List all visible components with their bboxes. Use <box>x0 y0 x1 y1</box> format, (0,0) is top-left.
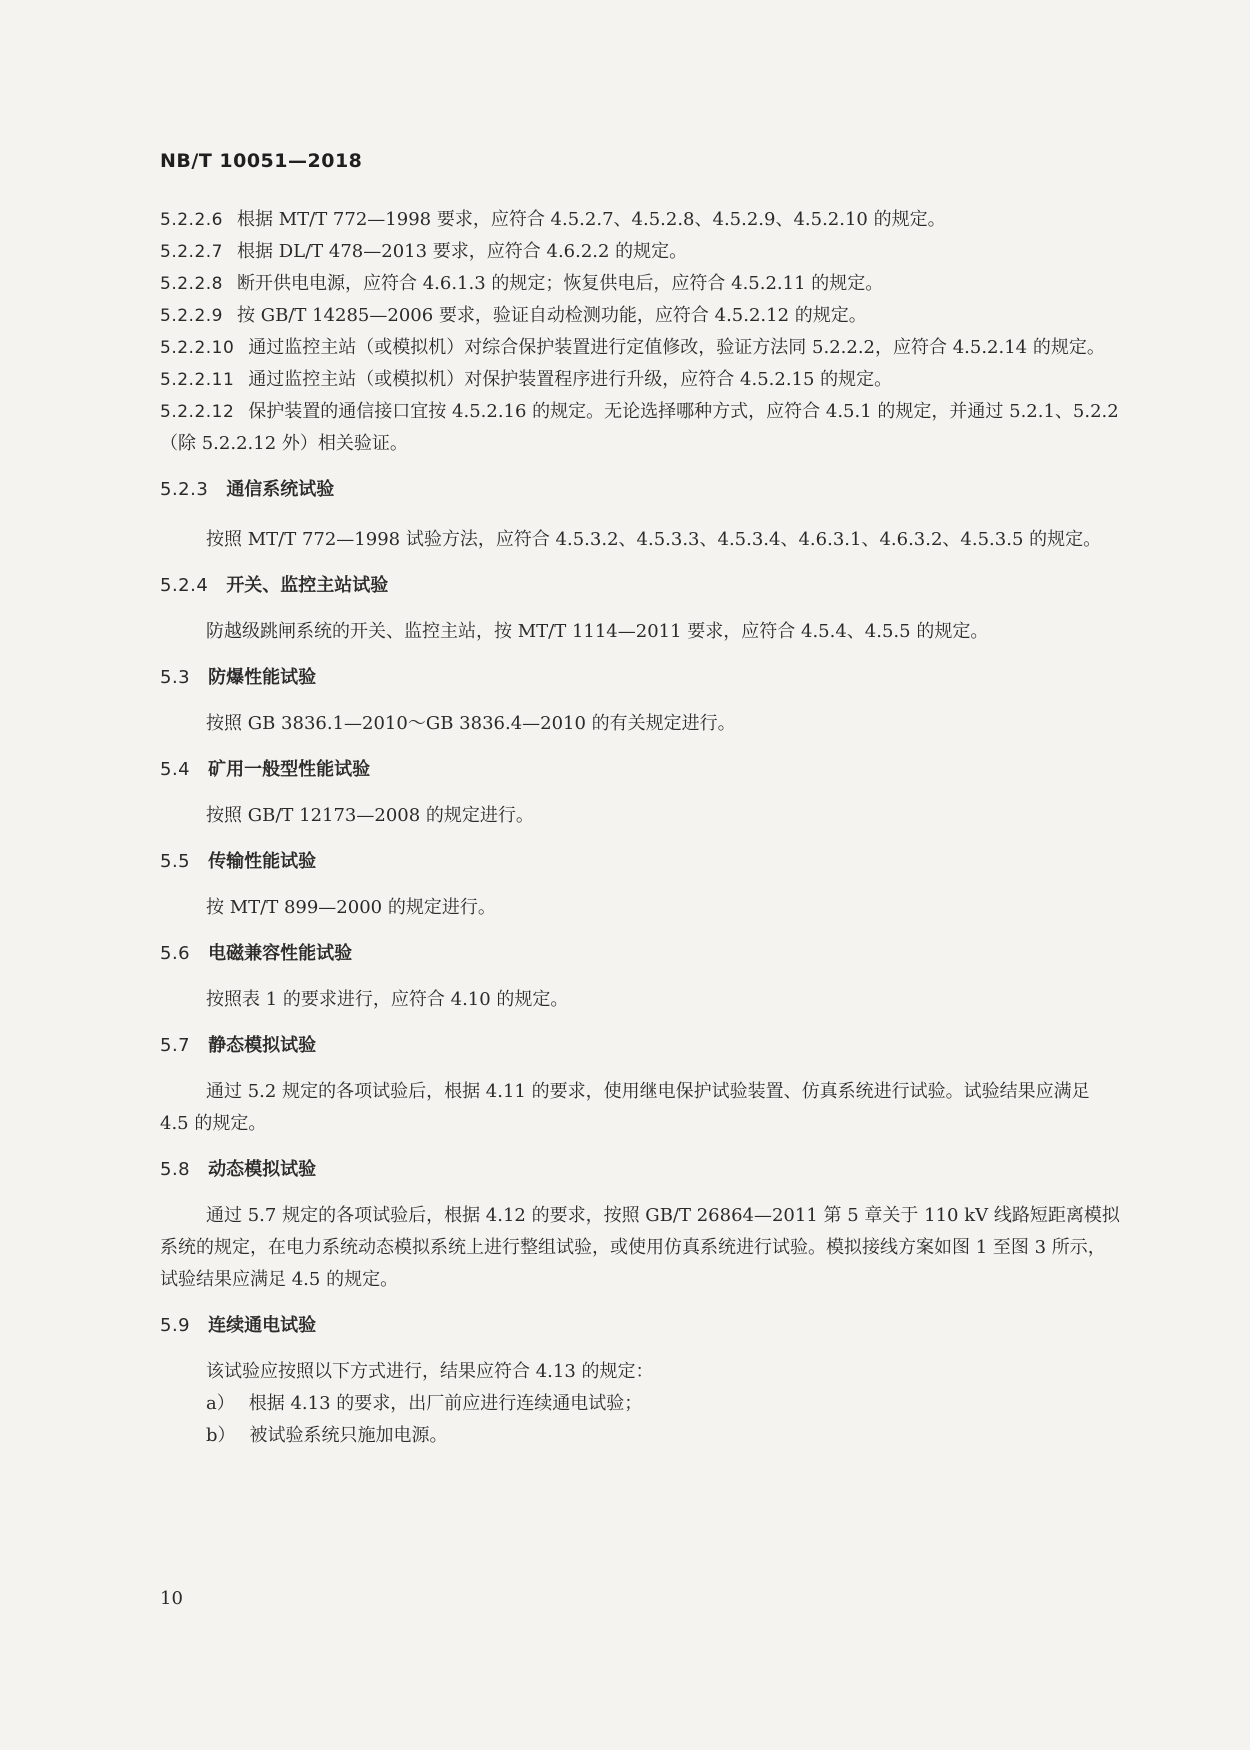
clause-number: 5.2.2.6 <box>160 210 223 230</box>
section-title: 动态模拟试验 <box>208 1159 317 1180</box>
section-title: 防爆性能试验 <box>208 667 317 688</box>
section-number: 5.3 <box>160 667 191 688</box>
clause-number: 5.2.2.10 <box>160 338 235 358</box>
section-heading-5-6 <box>160 938 1120 970</box>
section-number: 5.2.4 <box>160 575 209 596</box>
section-paragraph: 按照 GB/T 12173—2008 的规定进行。 <box>206 805 534 826</box>
clause-number: 5.2.2.11 <box>160 370 235 390</box>
section-heading-5-2-4 <box>160 570 1120 602</box>
section-title: 通信系统试验 <box>226 479 335 500</box>
test-method-list <box>160 1388 1120 1452</box>
section-title: 开关、监控主站试验 <box>226 575 389 596</box>
clause-5-2-2-9 <box>160 300 1120 332</box>
section-title: 静态模拟试验 <box>208 1035 317 1056</box>
clause-text: 根据 MT/T 772—1998 要求，应符合 4.5.2.7、4.5.2.8、4.5.2.9、4.5.2.10 的规定。 <box>236 209 946 230</box>
section-heading-5-8 <box>160 1154 1120 1186</box>
clause-number: 5.2.2.12 <box>160 402 235 422</box>
section-paragraph: 该试验应按照以下方式进行，结果应符合 4.13 的规定： <box>206 1361 654 1382</box>
section-title: 连续通电试验 <box>208 1315 317 1336</box>
section-paragraph: 通过 5.2 规定的各项试验后，根据 4.11 的要求，使用继电保护试验装置、仿真系统进行试验。试验结果应满足 4.5 的规定。 <box>160 1081 1090 1134</box>
section-heading-5-9 <box>160 1310 1120 1342</box>
clause-5-2-2-6 <box>160 204 1120 236</box>
document-body <box>160 204 1120 1452</box>
section-number: 5.9 <box>160 1315 191 1336</box>
section-title: 矿用一般型性能试验 <box>208 759 371 780</box>
section-heading-5-5 <box>160 846 1120 878</box>
section-number: 5.7 <box>160 1035 191 1056</box>
list-item <box>206 1388 1120 1420</box>
page-number: 10 <box>160 1588 183 1609</box>
clause-5-2-2-8 <box>160 268 1120 300</box>
list-item <box>206 1420 1120 1452</box>
section-paragraph: 按照表 1 的要求进行，应符合 4.10 的规定。 <box>206 989 569 1010</box>
clause-text: 根据 DL/T 478—2013 要求，应符合 4.6.2.2 的规定。 <box>236 241 688 262</box>
clause-number: 5.2.2.8 <box>160 274 223 294</box>
section-paragraph: 按 MT/T 899—2000 的规定进行。 <box>206 897 496 918</box>
clause-number: 5.2.2.7 <box>160 242 223 262</box>
list-marker: a） <box>206 1393 235 1414</box>
section-number: 5.2.3 <box>160 479 209 500</box>
clause-text: 按 GB/T 14285—2006 要求，验证自动检测功能，应符合 4.5.2.12 的规定。 <box>236 305 867 326</box>
section-number: 5.4 <box>160 759 191 780</box>
section-paragraph: 按照 GB 3836.1—2010～GB 3836.4—2010 的有关规定进行。 <box>206 713 736 734</box>
list-item-text: 根据 4.13 的要求，出厂前应进行连续通电试验； <box>248 1393 643 1414</box>
clause-5-2-2-10 <box>160 332 1120 364</box>
section-paragraph: 防越级跳闸系统的开关、监控主站，按 MT/T 1114—2011 要求，应符合 4.5.4、4.5.5 的规定。 <box>206 621 989 642</box>
clause-5-2-2-12 <box>160 396 1120 460</box>
section-heading-5-2-3 <box>160 474 1120 506</box>
section-title: 电磁兼容性能试验 <box>208 943 353 964</box>
section-title: 传输性能试验 <box>208 851 317 872</box>
section-paragraph: 按照 MT/T 772—1998 试验方法，应符合 4.5.3.2、4.5.3.3、4.5.3.4、4.6.3.1、4.6.3.2、4.5.3.5 的规定。 <box>206 529 1102 550</box>
section-heading-5-7 <box>160 1030 1120 1062</box>
clause-5-2-2-11 <box>160 364 1120 396</box>
list-marker: b） <box>206 1425 236 1446</box>
section-number: 5.8 <box>160 1159 191 1180</box>
section-number: 5.5 <box>160 851 191 872</box>
clause-5-2-2-7 <box>160 236 1120 268</box>
section-number: 5.6 <box>160 943 191 964</box>
standard-number-header: NB/T 10051—2018 <box>160 150 363 172</box>
clause-text: 断开供电电源，应符合 4.6.1.3 的规定；恢复供电后，应符合 4.5.2.11 的规定。 <box>236 273 884 294</box>
clause-text: 保护装置的通信接口宜按 4.5.2.16 的规定。无论选择哪种方式，应符合 4.5.1 的规定，并通过 5.2.1、5.2.2（除 5.2.2.12 外）相关验证。 <box>160 401 1119 454</box>
section-heading-5-3 <box>160 662 1120 694</box>
clause-text: 通过监控主站（或模拟机）对综合保护装置进行定值修改，验证方法同 5.2.2.2，应符合 4.5.2.14 的规定。 <box>248 337 1105 358</box>
list-item-text: 被试验系统只施加电源。 <box>249 1425 448 1446</box>
section-paragraph: 通过 5.7 规定的各项试验后，根据 4.12 的要求，按照 GB/T 26864—2011 第 5 章关于 110 kV 线路短距离模拟系统的规定，在电力系统动态模拟系统上进行整组试验，或使用仿真系统进行试验。模拟接线方案如图 1 至图 3 所示，试验结果应满足 4.5 的规定。 <box>160 1205 1120 1290</box>
section-heading-5-4 <box>160 754 1120 786</box>
clause-number: 5.2.2.9 <box>160 306 223 326</box>
clause-text: 通过监控主站（或模拟机）对保护装置程序进行升级，应符合 4.5.2.15 的规定。 <box>248 369 893 390</box>
